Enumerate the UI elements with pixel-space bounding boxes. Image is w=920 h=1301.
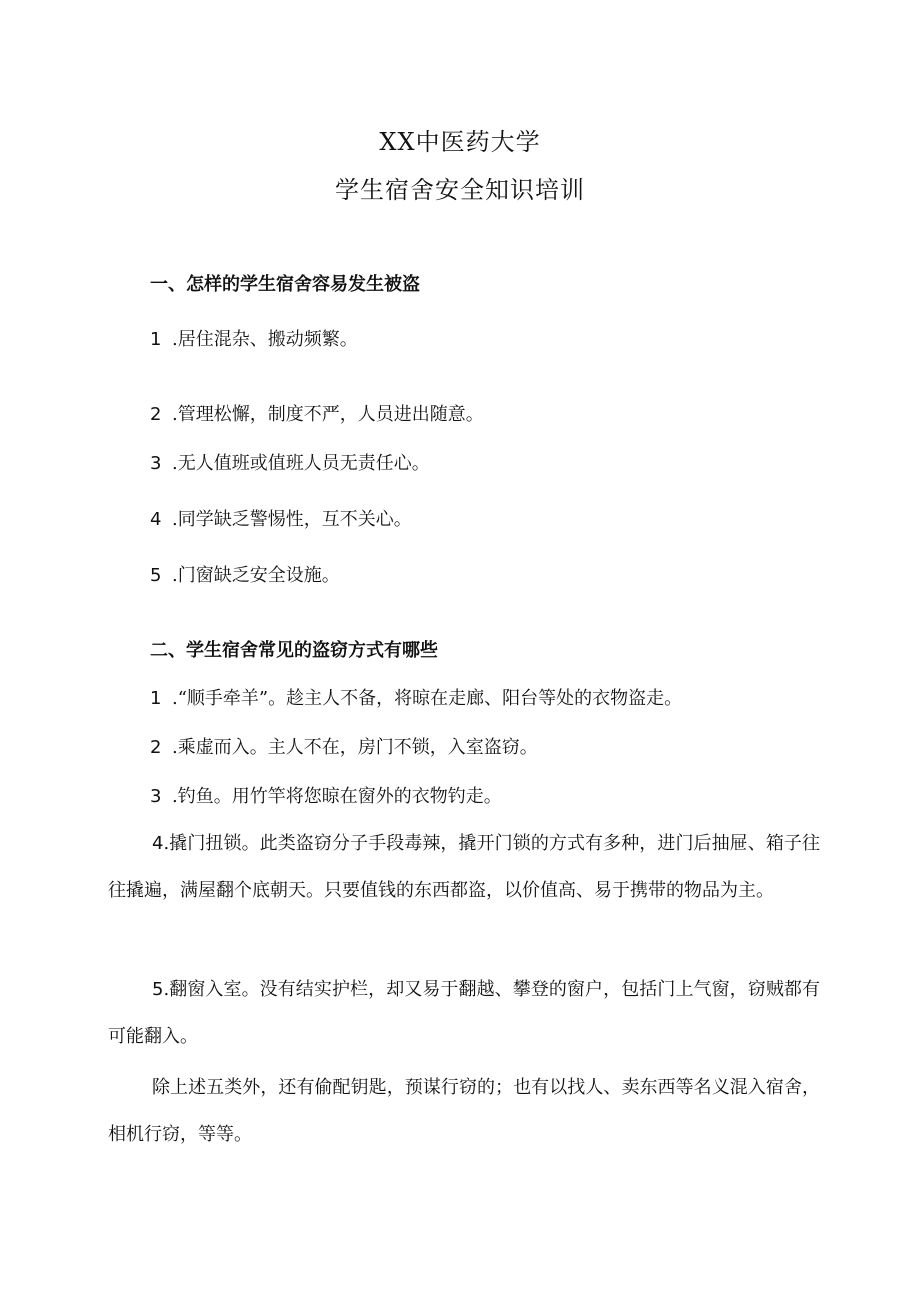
section-2-closing-paragraph: 除上述五类外，还有偷配钥匙，预谋行窃的；也有以找人、卖东西等名义混入宿舍，相机行窃，等等。 [108,1077,820,1145]
section-1-item-2 [150,403,484,427]
section-2-item-2 [150,736,538,760]
item-text: .居住混杂、搬动频繁。 [172,329,358,350]
paragraph-text: .翻窗入室。没有结实护栏，却又易于翻越、攀登的窗户，包括门上气窗，窃贼都有可能翻入。 [108,979,820,1047]
item-text: .门窗缺乏安全设施。 [172,565,340,586]
item-text: .钓鱼。用竹竿将您晾在窗外的衣物钓走。 [172,786,502,807]
section-1-heading: 一、怎样的学生宿舍容易发生被盗 [150,274,420,295]
item-text: .“顺手牵羊”。趁主人不备，将晾在走廊、阳台等处的衣物盗走。 [172,688,683,709]
item-number: 5 [150,565,162,586]
section-2-item-1 [150,687,682,711]
section-2-heading: 二、学生宿舍常见的盗窃方式有哪些 [150,640,438,661]
item-number: 1 [150,688,162,709]
item-number: 3 [150,786,162,807]
item-number: 2 [150,737,162,758]
item-text: .管理松懈，制度不严，人员进出随意。 [172,404,484,425]
item-text: .乘虚而入。主人不在，房门不锁，入室盗窃。 [172,737,538,758]
item-number: 5 [152,979,164,1000]
paragraph-text: .撬门扭锁。此类盗窃分子手段毒辣，撬开门锁的方式有多种，进门后抽屉、箱子往往撬遍，满屋翻个底朝天。只要值钱的东西都盗，以价值高、易于携带的物品为主。 [108,833,820,901]
section-1-item-3 [150,452,430,476]
section-2-paragraph-5 [108,966,820,1060]
item-text: .无人值班或值班人员无责任心。 [172,453,430,474]
item-number: 4 [152,833,164,854]
item-number: 1 [150,329,162,350]
item-number: 4 [150,509,162,530]
item-text: .同学缺乏警惕性，互不关心。 [172,509,412,530]
item-number: 3 [150,453,162,474]
document-title: XX中医药大学 [379,128,541,156]
section-2-item-3 [150,785,502,809]
section-1-item-5 [150,564,340,588]
section-1-item-1 [150,328,358,352]
section-2-paragraph-4 [108,820,820,914]
item-number: 2 [150,404,162,425]
document-subtitle: 学生宿舍安全知识培训 [335,176,585,204]
section-1-item-4 [150,508,412,532]
